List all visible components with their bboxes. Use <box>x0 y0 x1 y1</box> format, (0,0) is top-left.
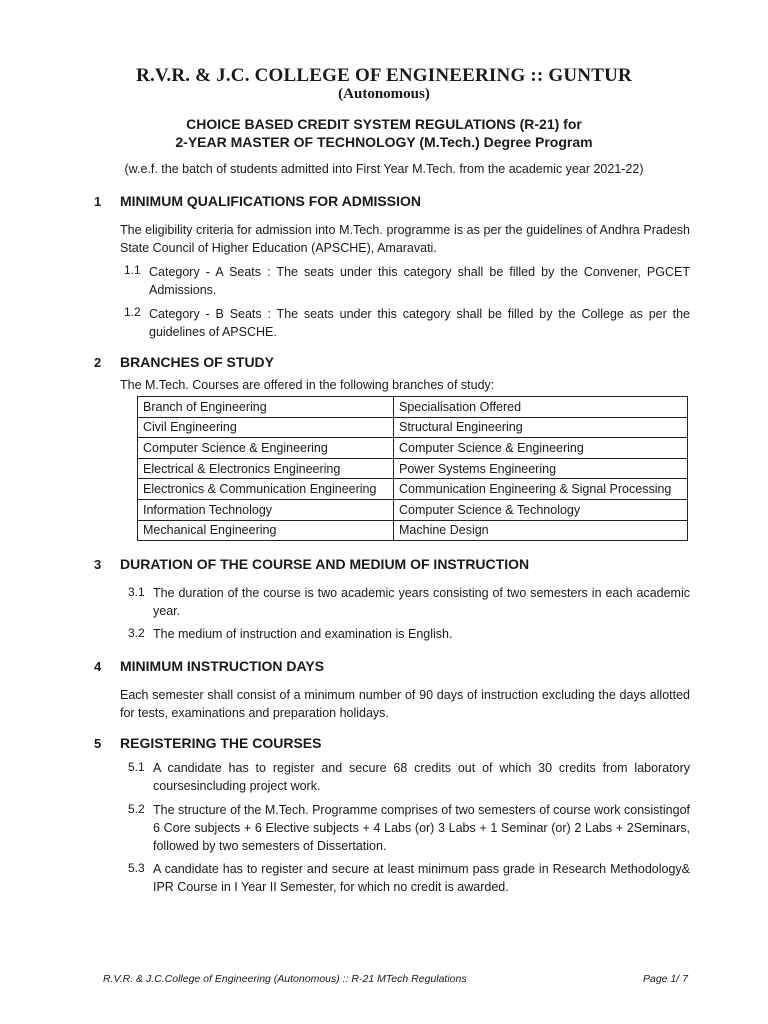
table-header-row <box>138 397 688 418</box>
section-2-heading: BRANCHES OF STUDY <box>120 354 275 370</box>
table-row <box>138 499 688 520</box>
branches-table <box>137 396 688 541</box>
table-row <box>138 417 688 438</box>
table-cell: Electronics & Communication Engineering <box>138 479 394 500</box>
section-2-number: 2 <box>94 355 102 370</box>
page-number: Page 1/ 7 <box>643 973 688 985</box>
item-1-1-text: Category - A Seats : The seats under this category shall be filled by the Convener, PGCET Admissions. <box>149 265 690 297</box>
item-5-1-text: A candidate has to register and secure 68 credits out of which 30 credits from laboratory coursesincluding project work. <box>153 761 690 793</box>
item-5-3-text: A candidate has to register and secure at least minimum pass grade in Research Methodology& IPR Course in I Year II Semester, for which no credit is awarded. <box>153 862 690 894</box>
autonomous-subtitle: (Autonomous) <box>338 86 430 102</box>
section-1-intro: The eligibility criteria for admission into M.Tech. programme is as per the guidelines of Andhra Pradesh State Council of Higher Education (APSCHE), Amaravati. <box>120 223 690 255</box>
item-3-1-number: 3.1 <box>128 585 145 599</box>
section-3-heading: DURATION OF THE COURSE AND MEDIUM OF INSTRUCTION <box>120 556 530 572</box>
section-3-number: 3 <box>94 557 102 572</box>
section-5-heading: REGISTERING THE COURSES <box>120 735 322 751</box>
section-4-number: 4 <box>94 659 102 674</box>
item-1-2-number: 1.2 <box>124 305 141 319</box>
footer-college-note: R.V.R. & J.C.College of Engineering (Autonomous) :: R-21 MTech Regulations <box>103 973 467 985</box>
table-row <box>138 479 688 500</box>
table-row <box>138 520 688 541</box>
section-4-intro: Each semester shall consist of a minimum number of 90 days of instruction excluding the days allotted for tests, examinations and preparation holidays. <box>120 688 690 720</box>
table-row <box>138 458 688 479</box>
effective-from-note: (w.e.f. the batch of students admitted into First Year M.Tech. from the academic year 2021-22) <box>124 162 644 176</box>
item-5-2-number: 5.2 <box>128 802 145 816</box>
college-title: R.V.R. & J.C. COLLEGE OF ENGINEERING :: GUNTUR <box>136 65 632 86</box>
section-5-number: 5 <box>94 736 102 751</box>
table-cell: Computer Science & Engineering <box>394 438 688 459</box>
table-cell: Mechanical Engineering <box>138 520 394 541</box>
item-5-3-number: 5.3 <box>128 861 145 875</box>
item-3-2-number: 3.2 <box>128 626 145 640</box>
item-3-1-text: The duration of the course is two academic years consisting of two semesters in each academic year. <box>153 586 690 618</box>
table-cell: Machine Design <box>394 520 688 541</box>
table-cell: Communication Engineering & Signal Processing <box>394 479 688 500</box>
section-4-heading: MINIMUM INSTRUCTION DAYS <box>120 658 325 674</box>
item-1-1-number: 1.1 <box>124 263 141 277</box>
table-header-cell: Specialisation Offered <box>394 397 688 418</box>
item-3-2-text: The medium of instruction and examination is English. <box>153 627 453 641</box>
table-row <box>138 438 688 459</box>
regulation-title-line1: CHOICE BASED CREDIT SYSTEM REGULATIONS (R-21) for <box>186 116 582 132</box>
table-cell: Computer Science & Engineering <box>138 438 394 459</box>
section-1-number: 1 <box>94 194 102 209</box>
table-cell: Computer Science & Technology <box>394 499 688 520</box>
table-cell: Power Systems Engineering <box>394 458 688 479</box>
table-header-cell: Branch of Engineering <box>138 397 394 418</box>
item-5-1-number: 5.1 <box>128 760 145 774</box>
table-cell: Information Technology <box>138 499 394 520</box>
section-2-intro: The M.Tech. Courses are offered in the following branches of study: <box>120 378 495 392</box>
item-1-2-text: Category - B Seats : The seats under this category shall be filled by the College as per the guidelines of APSCHE. <box>149 307 690 339</box>
item-5-2-text: The structure of the M.Tech. Programme comprises of two semesters of course work consistingof 6 Core subjects + 6 Elective subjects + 4 Labs (or) 3 Labs + 1 Seminar (or) 2 Labs + 2Seminars, followed by two semesters of Dissertation. <box>153 803 691 853</box>
table-cell: Electrical & Electronics Engineering <box>138 458 394 479</box>
section-1-heading: MINIMUM QUALIFICATIONS FOR ADMISSION <box>120 193 421 209</box>
table-cell: Civil Engineering <box>138 417 394 438</box>
regulation-title-line2: 2-YEAR MASTER OF TECHNOLOGY (M.Tech.) Degree Program <box>175 134 593 150</box>
table-cell: Structural Engineering <box>394 417 688 438</box>
